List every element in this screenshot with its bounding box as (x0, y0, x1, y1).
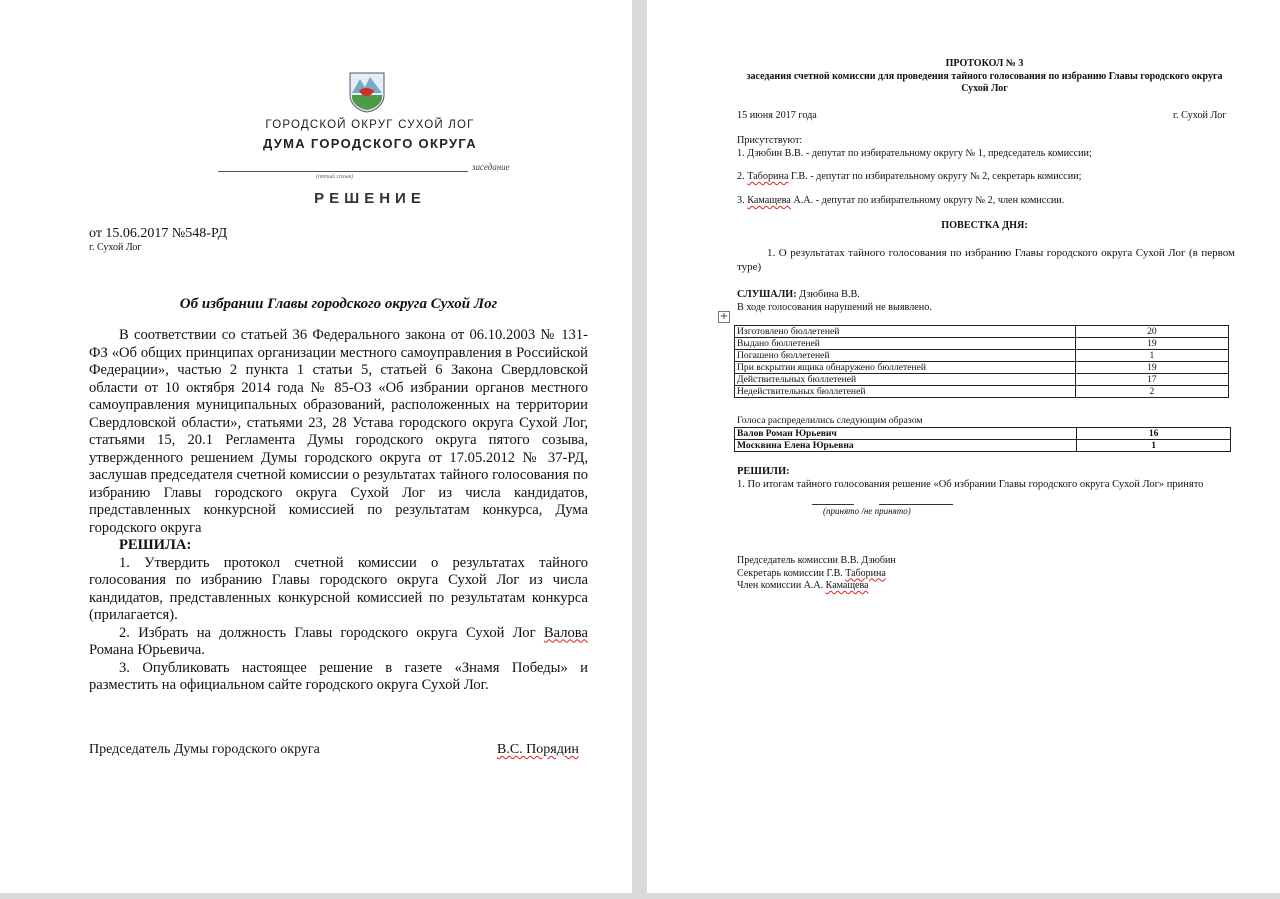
row-label: Москвина Елена Юрьевна (735, 440, 1077, 452)
signer-role: Председатель Думы городского округа (89, 742, 320, 757)
session-line (218, 171, 468, 172)
decision-body (89, 327, 588, 695)
row-label: Валов Роман Юрьевич (735, 428, 1077, 440)
session-label: заседание (472, 162, 510, 172)
table-row (735, 338, 1229, 350)
preamble: В соответствии со статьей 36 Федерального закона от 06.10.2003 № 131-ФЗ «Об общих принципах организации местного самоуправления в Российской Федерации», частью 2 пункта 1 статьи 5, статьей 6 Закона Свердловской области от 10 октября 2014 года № 85-ОЗ «Об избрании органов местного самоуправления муниципальных образований, расположенных на территории Свердловской области», статьями 23, 28 Устава городского округа Сухой Лог, статьями 15, 20.1 Регламента Думы городского округа пятого созыва, утвержденного решением Думы городского округа от 17.05.2012 № 37-РД, заслушав председателя счетной комиссии о результатах тайного голосования по избранию Главы городского округа Сухой Лог из числа кандидатов, представленных конкурсной комиссией по результатам конкурса, Дума городского округа (89, 327, 588, 536)
document-title: Об избрании Главы городского округа Сухой Лог (179, 296, 498, 312)
row-value: 1 (1075, 350, 1228, 362)
row-label: При вскрытии ящика обнаружено бюллетеней (735, 362, 1076, 374)
table-move-handle[interactable]: + (719, 311, 729, 322)
decided-label: РЕШИЛИ: (737, 466, 790, 477)
present-list: Присутствуют: 1. Дзюбин В.В. - депутат по избирательному округу № 1, председатель комиссии; 2. Таборина Г.В. - депутат по избирательному округу № 2, секретарь комиссии; 3. Камащева А.А. - депутат по избирательному округу № 2, член комиссии. (737, 135, 1092, 206)
row-label: Недействительных бюллетеней (735, 386, 1076, 398)
row-label: Погашено бюллетеней (735, 350, 1076, 362)
votes-table (734, 427, 1231, 452)
decision-item-2: 2. Избрать на должность Главы городского округа Сухой Лог Валова Романа Юрьевича. (89, 624, 588, 658)
commission-signatures: Председатель комиссии В.В. Дзюбин Секретарь комиссии Г.В. Таборина Член комиссии А.А. Камащева (737, 555, 896, 591)
heard-section: СЛУШАЛИ: Дзюбина В.В. В ходе голосования нарушений не выявлено. (737, 289, 932, 313)
ballots-table (734, 325, 1229, 398)
table-row (735, 362, 1229, 374)
row-value: 16 (1077, 428, 1231, 440)
decision-page (0, 0, 632, 893)
protocol-page (647, 0, 1280, 893)
protocol-place: г. Сухой Лог (1173, 110, 1227, 121)
signer-name: В.С. Порядин (497, 742, 579, 757)
decision-item-1: 1. Утвердить протокол счетной комиссии о результатах тайного голосования по избранию Главы городского округа Сухой Лог из числа кандидатов, представленных конкурсной комиссией по результатам конкурса (прилагается). (89, 554, 588, 623)
table-row (735, 350, 1229, 362)
decided-hint: (принято /не принято) (823, 506, 911, 516)
row-label: Действительных бюллетеней (735, 374, 1076, 386)
row-label: Выдано бюллетеней (735, 338, 1076, 350)
table-row (735, 386, 1229, 398)
resolved-label: РЕШИЛА: (119, 537, 192, 553)
distribution-label: Голоса распределились следующим образом (737, 415, 923, 426)
decided-item: 1. По итогам тайного голосования решение «Об избрании Главы городского округа Сухой Лог» принято (737, 479, 1204, 490)
coat-of-arms-icon (348, 71, 386, 113)
table-row (735, 326, 1229, 338)
decision-heading: РЕШЕНИЕ (314, 190, 426, 207)
org-name: ГОРОДСКОЙ ОКРУГ СУХОЙ ЛОГ (265, 119, 475, 131)
agenda-item: 1. О результатах тайного голосования по избранию Главы городского округа Сухой Лог (в первом туре) (737, 247, 1235, 273)
agenda-heading: ПОВЕСТКА ДНЯ: (941, 220, 1028, 231)
row-value: 1 (1077, 440, 1231, 452)
row-value: 17 (1075, 374, 1228, 386)
row-value: 19 (1075, 338, 1228, 350)
row-value: 20 (1075, 326, 1228, 338)
session-hint: (пятый созыв) (316, 174, 354, 180)
table-row (735, 440, 1231, 452)
place: г. Сухой Лог (89, 242, 142, 253)
table-row (735, 374, 1229, 386)
row-label: Изготовлено бюллетеней (735, 326, 1076, 338)
protocol-date: 15 июня 2017 года (737, 110, 817, 121)
row-value: 19 (1075, 362, 1228, 374)
council-name: ДУМА ГОРОДСКОГО ОКРУГА (263, 136, 477, 151)
decision-item-3: 3. Опубликовать настоящее решение в газете «Знамя Победы» и разместить на официальном сайте городского округа Сухой Лог. (89, 659, 588, 693)
date-number: от 15.06.2017 №548-РД (89, 226, 228, 241)
protocol-title: ПРОТОКОЛ № 3 заседания счетной комиссии для проведения тайного голосования по избранию Главы городского округа Сухой Лог (746, 58, 1223, 95)
row-value: 2 (1075, 386, 1228, 398)
table-row (735, 428, 1231, 440)
